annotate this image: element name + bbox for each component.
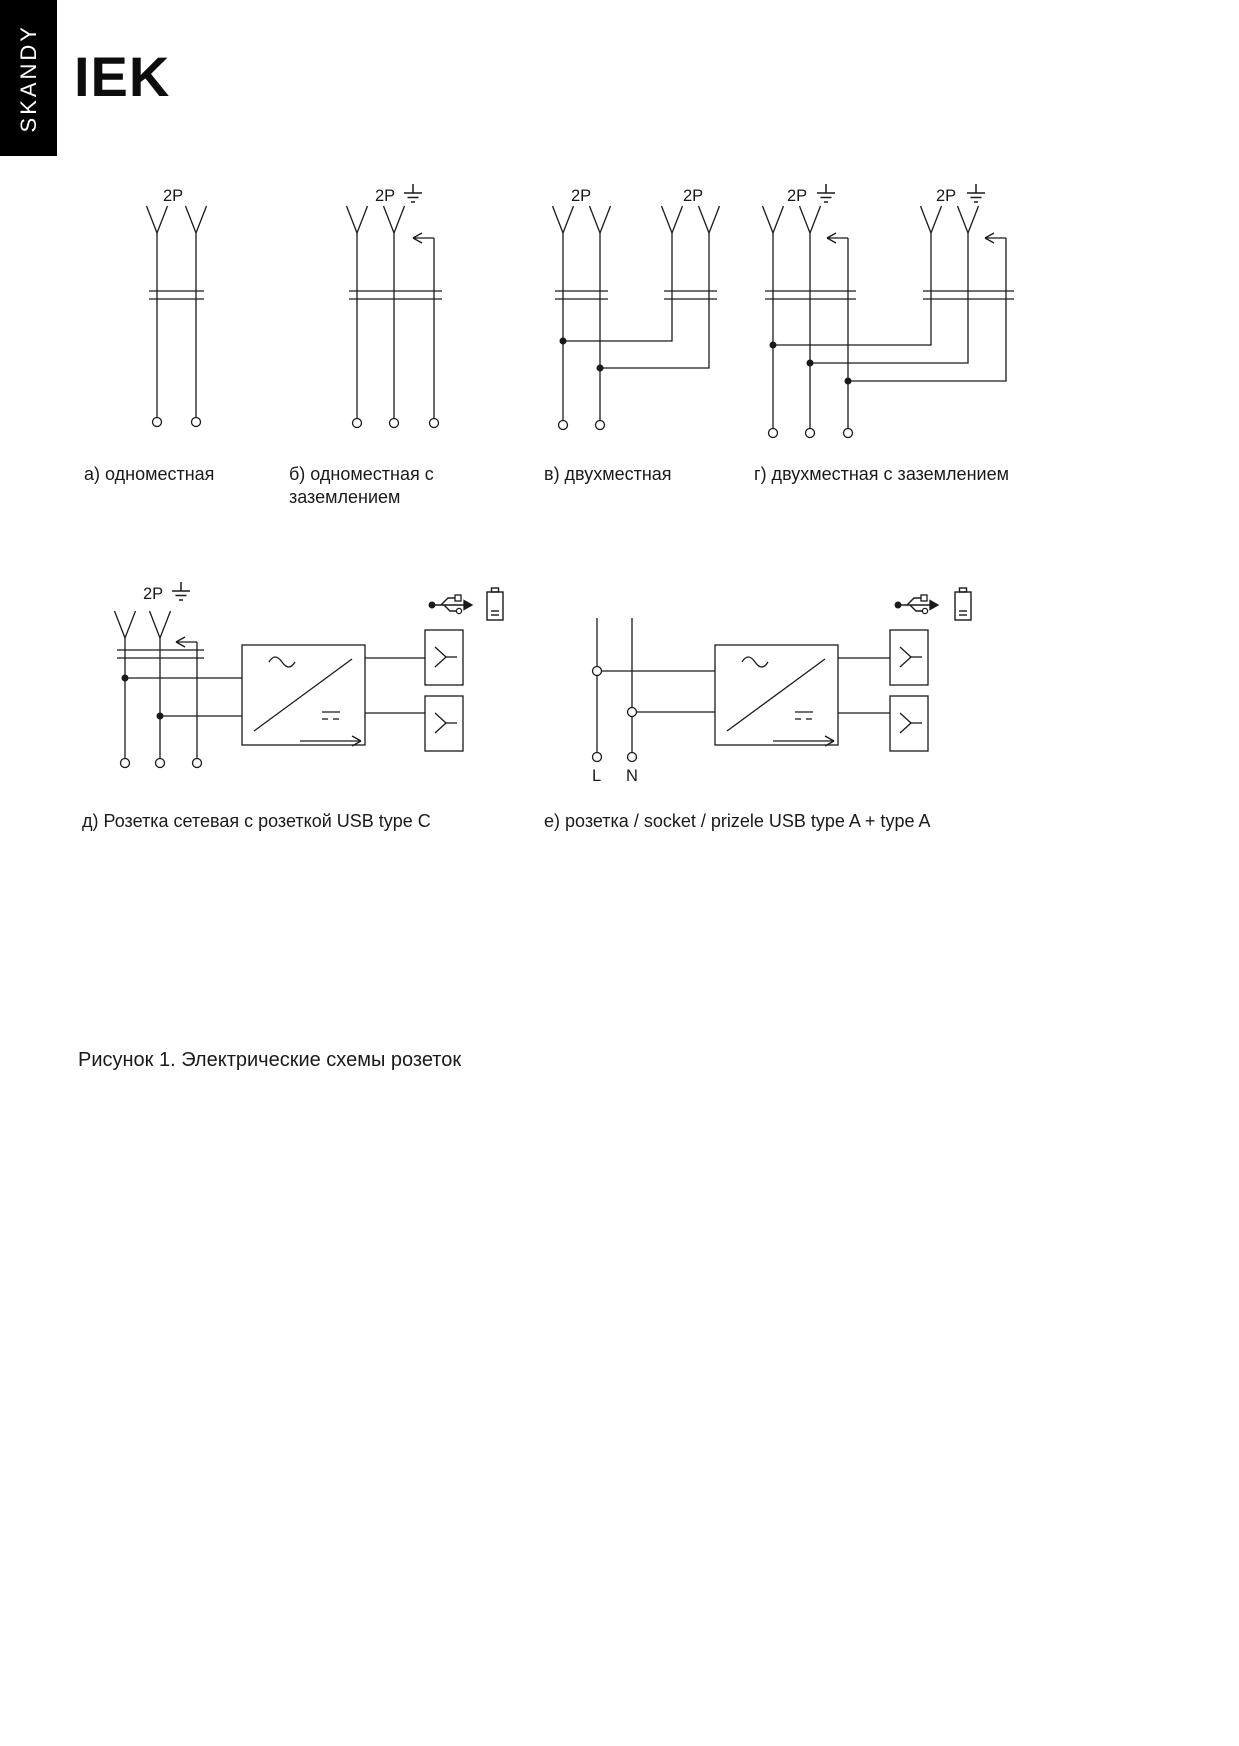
- usb-port-box: [425, 696, 463, 751]
- diagram-a-caption: а) одноместная: [84, 464, 215, 484]
- diagram-b-art: [347, 184, 443, 428]
- usb-port-box: [890, 630, 928, 685]
- ac-dc-converter-block: [715, 645, 838, 746]
- diagram-d-caption: д) Розетка сетевая с розеткой USB type C: [82, 811, 431, 831]
- diagram-e-caption: е) розетка / socket / prizele USB type A + type A: [544, 811, 931, 831]
- socket-contact-fork-icon: [150, 611, 171, 638]
- socket-contact-fork-icon: [186, 206, 207, 233]
- socket-contact-fork-icon: [900, 647, 922, 667]
- socket-contact-fork-icon: [800, 206, 821, 233]
- diagram-v-art: [553, 206, 720, 430]
- diagram-g-pole-label-left: 2P: [787, 187, 808, 205]
- socket-contact-fork-icon: [590, 206, 611, 233]
- socket-contact-fork-icon: [763, 206, 784, 233]
- socket-contact-fork-icon: [699, 206, 720, 233]
- socket-contact-fork-icon: [115, 611, 136, 638]
- terminal-label-l: L: [592, 767, 602, 785]
- usb-port-box: [425, 630, 463, 685]
- diagram-a-art: [147, 206, 207, 427]
- diagram-v-pole-label-left: 2P: [571, 187, 592, 205]
- diagram-b-caption: [289, 463, 434, 508]
- diagram-g-caption: г) двухместная с заземлением: [754, 464, 1009, 484]
- diagram-g-pole-label-right: 2P: [936, 187, 957, 205]
- battery-icon: [487, 588, 503, 620]
- figure-caption: Рисунок 1. Электрические схемы розеток: [78, 1049, 462, 1071]
- diagram-e-art: [593, 588, 972, 762]
- battery-icon: [955, 588, 971, 620]
- earth-ground-icon: [967, 184, 985, 202]
- diagram-b-caption-line1: б) одноместная с: [289, 464, 434, 484]
- socket-contact-fork-icon: [384, 206, 405, 233]
- socket-contact-fork-icon: [435, 647, 457, 667]
- socket-contact-fork-icon: [958, 206, 979, 233]
- usb-icon: [429, 595, 472, 614]
- diagram-v-pole-label-right: 2P: [683, 187, 704, 205]
- earth-ground-icon: [817, 184, 835, 202]
- socket-contact-fork-icon: [900, 713, 922, 733]
- diagram-v-caption: в) двухместная: [544, 464, 672, 484]
- socket-contact-fork-icon: [347, 206, 368, 233]
- socket-contact-fork-icon: [435, 713, 457, 733]
- diagram-d-pole-label: 2P: [143, 585, 164, 603]
- diagram-g-art: [763, 184, 1015, 438]
- usb-icon: [895, 595, 938, 614]
- socket-contact-fork-icon: [662, 206, 683, 233]
- diagram-b-pole-label: 2P: [375, 187, 396, 205]
- socket-contact-fork-icon: [147, 206, 168, 233]
- earth-ground-icon: [172, 582, 190, 600]
- socket-contact-fork-icon: [921, 206, 942, 233]
- terminal-label-n: N: [626, 767, 638, 785]
- ac-dc-converter-block: [242, 645, 365, 746]
- diagram-d-art: [115, 582, 504, 768]
- diagram-a-pole-label: 2P: [163, 187, 184, 205]
- series-name: SKANDY: [15, 23, 41, 133]
- diagram-b-caption-line2: заземлением: [289, 486, 401, 507]
- brand-logo: IEK: [74, 45, 171, 108]
- usb-port-box: [890, 696, 928, 751]
- socket-contact-fork-icon: [553, 206, 574, 233]
- earth-ground-icon: [404, 184, 422, 202]
